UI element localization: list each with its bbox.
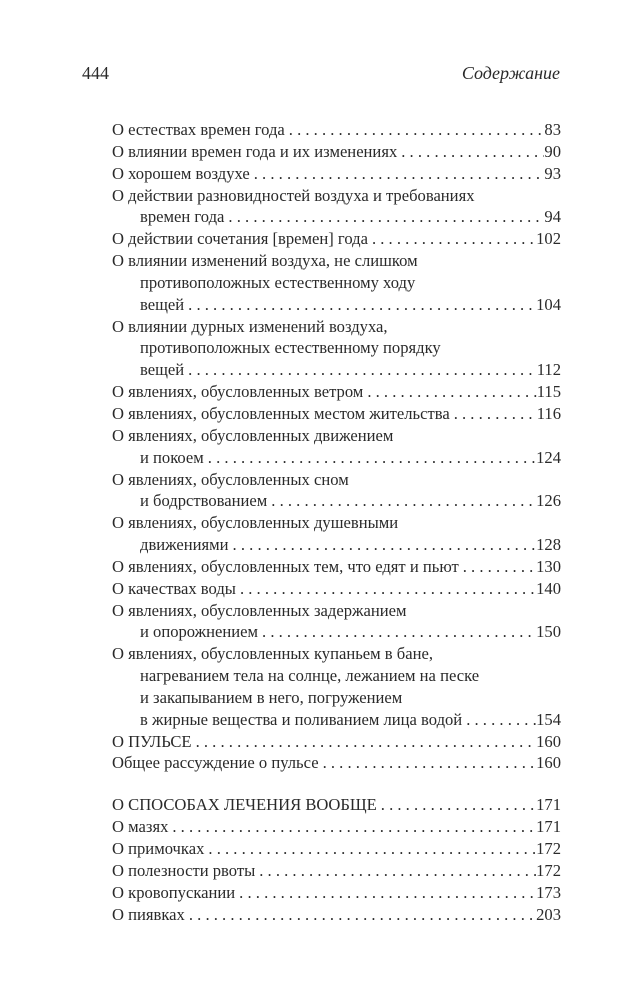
toc-entry-text: О кровопускании (112, 882, 236, 902)
toc-entry-text: О явлениях, обусловленных душевными (112, 513, 399, 533)
toc-page-number: 160 (536, 753, 561, 773)
dot-leader (319, 752, 537, 774)
toc-entry-text: О явлениях, обусловленных задержанием (112, 600, 407, 620)
toc-entry[interactable] (112, 643, 561, 730)
toc-entry[interactable] (112, 816, 561, 838)
toc-entry-text: вещей (140, 294, 185, 314)
dot-leader (450, 403, 537, 425)
section-gap (112, 774, 561, 794)
toc-page-number: 173 (536, 882, 561, 902)
dot-leader (185, 904, 536, 926)
toc-entry-text: О влиянии изменений воздуха, не слишком (112, 251, 418, 271)
toc-entry-text: О явлениях, обусловленных движением (112, 425, 394, 445)
toc-entry-text: О мазях (112, 817, 169, 837)
toc-page-number: 140 (536, 578, 561, 598)
toc-entry-line (112, 882, 561, 904)
dot-leader (192, 731, 537, 753)
toc-entry-text: О явлениях, обусловленных ветром (112, 382, 364, 402)
toc-entry-text: О пиявках (112, 904, 185, 924)
toc-entry-text: О полезности рвоты (112, 860, 256, 880)
dot-leader (255, 860, 536, 882)
toc-entry-line (112, 490, 561, 512)
toc-entry-line (112, 838, 561, 860)
dot-leader (236, 578, 536, 600)
toc-entry-line (112, 794, 561, 816)
toc-entry-line (112, 141, 561, 163)
toc-entry[interactable] (112, 512, 561, 556)
toc-entry-line (112, 731, 561, 753)
toc-entry[interactable] (112, 860, 561, 882)
toc-page-number: 171 (536, 817, 561, 837)
toc-entry[interactable] (112, 731, 561, 753)
dot-leader (204, 447, 536, 469)
toc-page-number: 160 (536, 731, 561, 751)
toc-page-number: 104 (536, 294, 561, 314)
toc-entry[interactable] (112, 578, 561, 600)
toc-entry[interactable] (112, 403, 561, 425)
toc-entry[interactable] (112, 185, 561, 229)
toc-entry-line (112, 578, 561, 600)
running-header (82, 63, 560, 87)
toc-page-number: 128 (536, 535, 561, 555)
toc-entry-line (112, 556, 561, 578)
toc-entry-text: О явлениях, обусловленных местом жительства (112, 403, 450, 423)
toc-entry-line (112, 381, 561, 403)
toc-entry-text: О естествах времен года (112, 120, 285, 139)
toc-page-number: 115 (536, 382, 561, 402)
toc-entry-line (112, 119, 561, 141)
toc-entry-text: и опорожнением (140, 622, 259, 642)
dot-leader (184, 294, 536, 316)
toc-entry-line (112, 621, 561, 643)
toc-entry-text: О явлениях, обусловленных купаньем в бане, (112, 644, 433, 664)
dot-leader (368, 228, 536, 250)
toc-section (112, 794, 561, 925)
toc-entry-text: О качествах воды (112, 578, 236, 598)
dot-leader (258, 621, 536, 643)
toc-page-number: 154 (536, 709, 561, 729)
toc-entry-text: О СПОСОБАХ ЛЕЧЕНИЯ ВООБЩЕ (112, 795, 377, 815)
toc-entry[interactable] (112, 600, 561, 644)
toc-entry-line (112, 709, 561, 731)
toc-entry-text: О действии сочетания [времен] года (112, 229, 368, 249)
toc-page-number: 112 (536, 360, 561, 380)
toc-entry-text: времен года (140, 207, 225, 227)
toc-entry[interactable] (112, 119, 561, 141)
toc-page-number: 203 (536, 904, 561, 924)
toc-entry-line (112, 206, 561, 228)
toc-entry[interactable] (112, 381, 561, 403)
toc-page-number: 94 (544, 207, 561, 227)
toc-page-number: 150 (536, 622, 561, 642)
toc-entry-text: противоположных естественному порядку (140, 338, 441, 358)
toc-entry[interactable] (112, 904, 561, 926)
running-title: Содержание (461, 63, 560, 83)
toc-entry-text: в жирные вещества и поливанием лица водой (140, 709, 463, 729)
dot-leader (363, 381, 536, 403)
toc-entry-line (112, 228, 561, 250)
toc-page-number: 171 (536, 795, 561, 815)
toc-entry-text: и бодрствованием (140, 491, 268, 511)
dot-leader (250, 163, 545, 185)
toc-entry[interactable] (112, 425, 561, 469)
dot-leader (168, 816, 536, 838)
toc-page-number: 126 (536, 491, 561, 511)
toc-entry-text: О примочках (112, 839, 205, 858)
toc-entry[interactable] (112, 228, 561, 250)
toc-entry-text: О влиянии времен года и их изменениях (112, 141, 398, 161)
toc-entry[interactable] (112, 141, 561, 163)
toc-entry-text: О явлениях, обусловленных тем, что едят и пьют (112, 556, 459, 576)
toc-page-number: 90 (544, 141, 561, 161)
dot-leader (397, 141, 544, 163)
toc-page-number: 172 (536, 839, 561, 858)
toc-entry-text: О действии разновидностей воздуха и требованиях (112, 185, 475, 205)
toc-entry-line (112, 860, 561, 882)
toc-entry-text: О явлениях, обусловленных сном (112, 469, 349, 489)
toc-entry-text: О влиянии дурных изменений воздуха, (112, 316, 388, 336)
toc-entry-text: вещей (140, 360, 185, 380)
toc-entry-text: противоположных естественному ходу (140, 272, 416, 292)
toc-entry[interactable] (112, 556, 561, 578)
dot-leader (229, 534, 537, 556)
page-number: 444 (82, 63, 109, 83)
toc-entry[interactable] (112, 469, 561, 513)
toc-page-number: 172 (536, 860, 561, 880)
toc-entry[interactable] (112, 752, 561, 774)
toc-entry-text: и закапыванием в него, погружением (140, 687, 403, 707)
toc-page-number: 124 (536, 447, 561, 467)
toc-page-number: 93 (544, 163, 561, 183)
toc-entry-line (112, 359, 561, 381)
toc-entry-line (112, 534, 561, 556)
toc-entry-text: О ПУЛЬСЕ (112, 731, 192, 751)
dot-leader (267, 490, 536, 512)
dot-leader (285, 119, 545, 141)
toc-entry[interactable] (112, 838, 561, 860)
toc-entry[interactable] (112, 882, 561, 904)
toc-entry-line (112, 447, 561, 469)
toc-page-number: 83 (544, 120, 561, 139)
toc-entry-text: Общее рассуждение о пульсе (112, 753, 319, 773)
toc-entry[interactable] (112, 316, 561, 382)
dot-leader (204, 838, 536, 860)
toc-entry[interactable] (112, 794, 561, 816)
toc-entry-line (112, 752, 561, 774)
toc-entry-line (112, 816, 561, 838)
toc-entry-line (112, 294, 561, 316)
toc-entry-text: движениями (140, 535, 229, 555)
toc-entry-text: О хорошем воздухе (112, 163, 250, 183)
toc-page-number: 130 (536, 556, 561, 576)
toc-page-number: 102 (536, 229, 561, 249)
toc-page-number: 116 (536, 403, 561, 423)
dot-leader (462, 709, 536, 731)
dot-leader (235, 882, 536, 904)
toc-entry-text: нагреванием тела на солнце, лежанием на песке (140, 666, 480, 686)
toc-entry-line (112, 163, 561, 185)
dot-leader (224, 206, 544, 228)
toc-entry[interactable] (112, 250, 561, 316)
table-of-contents (112, 119, 561, 925)
dot-leader (184, 359, 537, 381)
dot-leader (459, 556, 536, 578)
toc-entry[interactable] (112, 163, 561, 185)
dot-leader (377, 794, 536, 816)
toc-entry-text: и покоем (140, 447, 204, 467)
toc-entry-line (112, 403, 561, 425)
toc-entry-line (112, 904, 561, 926)
toc-section (112, 119, 561, 774)
